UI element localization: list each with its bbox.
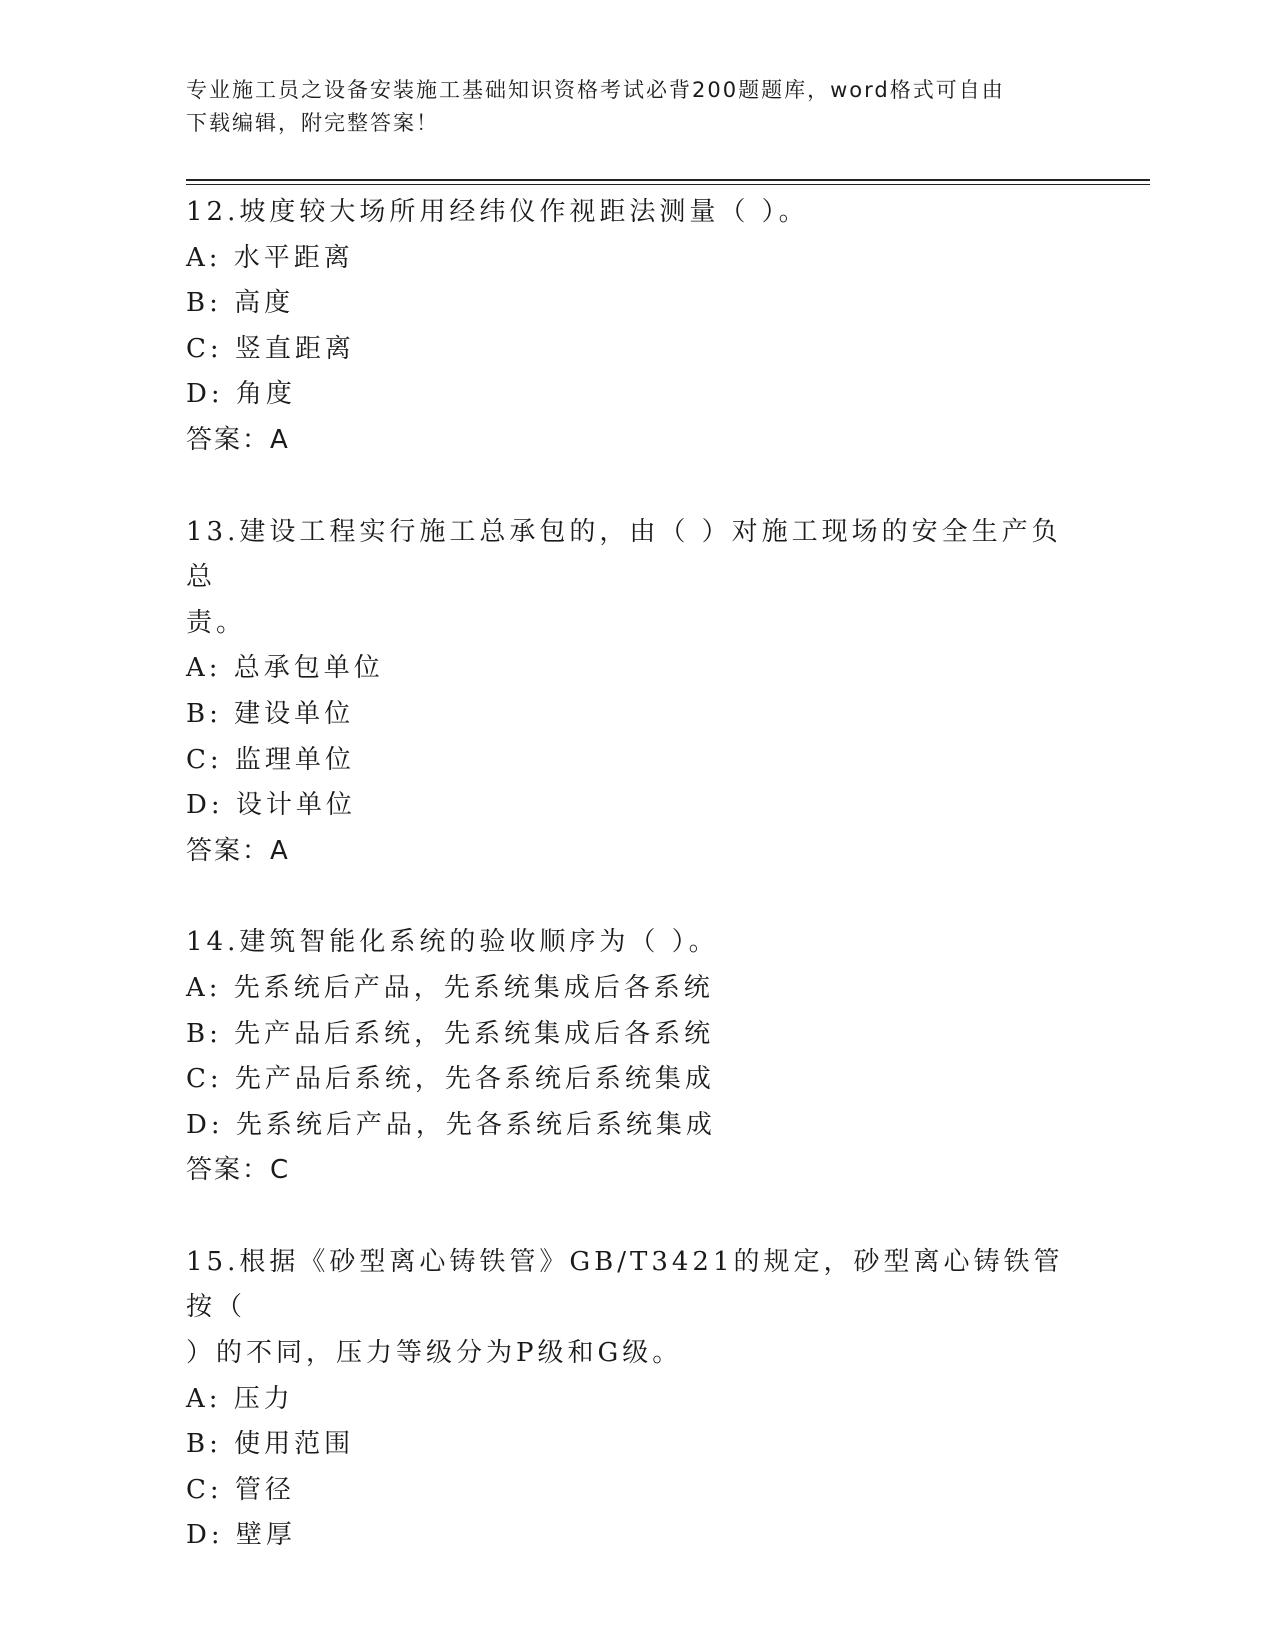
option-a: A: 水平距离 — [186, 242, 354, 273]
question-14 — [186, 920, 1086, 1194]
option-d: D: 角度 — [186, 379, 296, 410]
question-text-line-1: 15.根据《砂型离心铸铁管》GB/T3421的规定，砂型离心铸铁管按（ — [186, 1246, 1064, 1323]
question-text: 14.建筑智能化系统的验收顺序为（ ）。 — [186, 927, 719, 958]
answer: 答案：A — [186, 424, 290, 455]
question-text-line-2: ）的不同，压力等级分为P级和G级。 — [186, 1338, 683, 1369]
question-list — [186, 190, 1086, 1605]
header-title-line-2: 下载编辑，附完整答案！ — [186, 111, 439, 135]
option-d: D: 设计单位 — [186, 790, 356, 821]
question-15 — [186, 1240, 1086, 1559]
answer: 答案：A — [186, 835, 290, 866]
header-divider-thin — [186, 184, 1150, 185]
question-text-line-2: 责。 — [186, 607, 247, 638]
question-text-line-1: 13.建设工程实行施工总承包的，由（ ）对施工现场的安全生产负总 — [186, 516, 1062, 593]
option-a: A: 压力 — [186, 1383, 294, 1414]
option-d: D: 先系统后产品，先各系统后系统集成 — [186, 1109, 716, 1140]
header-divider-thick — [186, 179, 1150, 181]
option-c: C: 竖直距离 — [186, 333, 355, 364]
option-b: B: 高度 — [186, 288, 295, 319]
option-c: C: 监理单位 — [186, 744, 355, 775]
option-c: C: 先产品后系统，先各系统后系统集成 — [186, 1064, 715, 1095]
answer: 答案：C — [186, 1155, 291, 1186]
question-12 — [186, 190, 1086, 464]
question-text: 12.坡度较大场所用经纬仪作视距法测量（ ）。 — [186, 197, 809, 227]
header-title-line-1: 专业施工员之设备安装施工基础知识资格考试必背200题题库，word格式可自由 — [186, 78, 1005, 102]
option-b: B: 建设单位 — [186, 698, 355, 729]
document-header — [186, 74, 1086, 140]
question-13 — [186, 510, 1086, 875]
option-a: A: 先系统后产品，先系统集成后各系统 — [186, 972, 714, 1003]
option-d: D: 壁厚 — [186, 1520, 296, 1551]
option-b: B: 先产品后系统，先系统集成后各系统 — [186, 1018, 715, 1049]
option-a: A: 总承包单位 — [186, 653, 384, 684]
option-b: B: 使用范围 — [186, 1429, 355, 1460]
option-c: C: 管径 — [186, 1474, 295, 1505]
